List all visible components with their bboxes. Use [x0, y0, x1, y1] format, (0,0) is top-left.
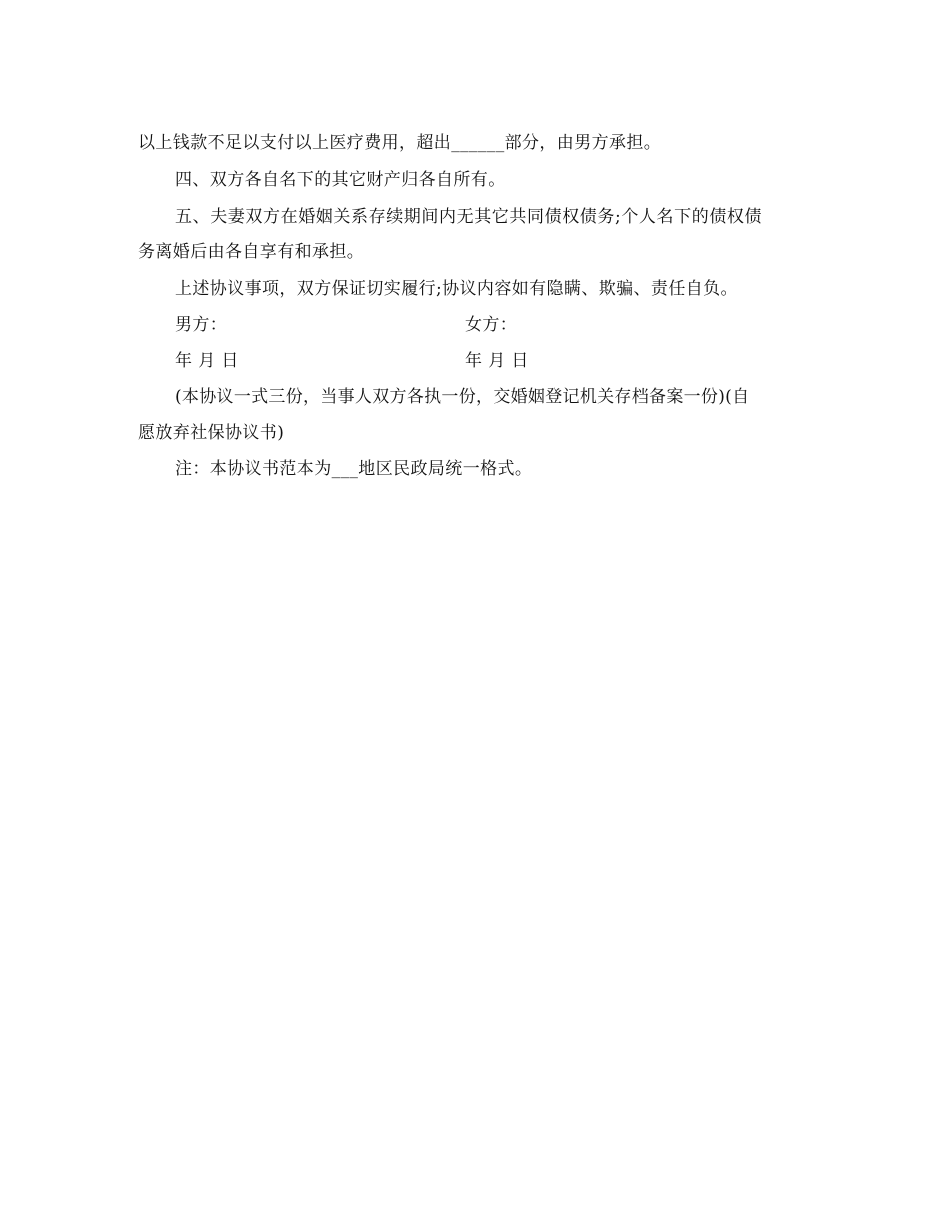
paragraph-item-five-line2: 务离婚后由各自享有和承担。: [138, 242, 365, 262]
paragraph-medical-expense: 以上钱款不足以支付以上医疗费用，超出______部分，由男方承担。: [138, 133, 662, 153]
male-signature-date: 年 月 日: [175, 351, 239, 371]
paragraph-copies-line1: (本协议一式三份，当事人双方各执一份，交婚姻登记机关存档备案一份)(自: [175, 387, 750, 407]
paragraph-guarantee: 上述协议事项，双方保证切实履行;协议内容如有隐瞒、欺骗、责任自负。: [175, 279, 738, 299]
female-signature-date: 年 月 日: [465, 351, 529, 371]
female-signature-label: 女方：: [465, 315, 518, 335]
paragraph-copies-line2: 愿放弃社保协议书): [138, 423, 285, 443]
paragraph-item-four: 四、双方各自名下的其它财产归各自所有。: [175, 170, 506, 190]
paragraph-note: 注：本协议书范本为___地区民政局统一格式。: [175, 459, 533, 479]
male-signature-label: 男方：: [175, 315, 228, 335]
paragraph-item-five-line1: 五、夫妻双方在婚姻关系存续期间内无其它共同债权债务;个人名下的债权债: [175, 207, 763, 227]
